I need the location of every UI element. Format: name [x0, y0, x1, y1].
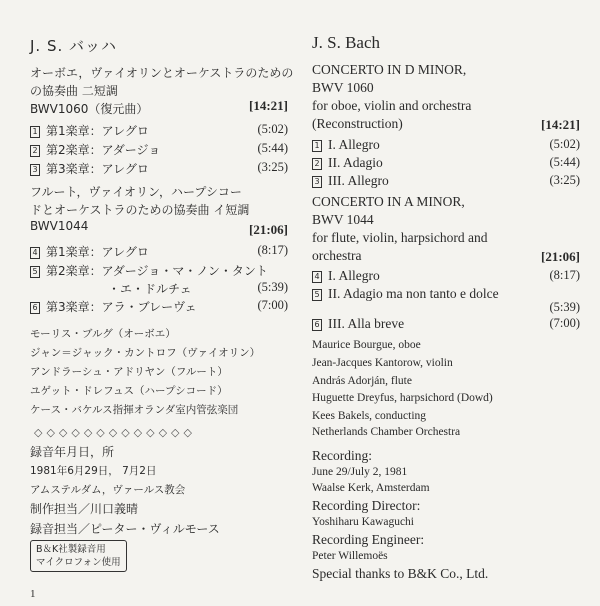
performer-jp: ユゲット・ドレフュス（ハープシコード）	[30, 385, 228, 397]
microphone-note-line1: B＆K社製録音用	[36, 544, 106, 555]
performer-en: Maurice Bourgue, oboe	[312, 339, 421, 351]
track-row-6-en	[312, 316, 580, 332]
performer-en: Jean-Jacques Kantorow, violin	[312, 357, 453, 369]
track-row-5-cont-jp	[30, 280, 288, 297]
track-time: (8:17)	[257, 243, 288, 257]
track-number-box: 6	[30, 302, 40, 314]
track-row-4-en	[312, 268, 580, 284]
performer-en: Kees Bakels, conducting	[312, 410, 427, 422]
track-row-2-jp	[30, 141, 288, 158]
track-row-1-en	[312, 137, 580, 153]
performer-jp: ジャン＝ジャック・カントロフ（ヴァイオリン）	[30, 347, 261, 359]
track-time: (3:25)	[257, 160, 288, 174]
track-label: III. Alla breve	[328, 316, 405, 331]
track-label: 第1楽章：アレグロ	[46, 245, 149, 259]
track-number-box: 3	[30, 164, 40, 176]
track-label: 第2楽章：アダージョ	[46, 143, 161, 157]
track-label: II. Adagio	[328, 155, 383, 170]
track-number-box: 2	[312, 158, 322, 170]
bwv1060-label-jp: BWV1060（復元曲）	[30, 102, 149, 116]
concerto2-title-jp-line1: フルート，ヴァイオリン，ハープシコー	[30, 185, 242, 199]
concerto1-title-jp-line1: オーボエ，ヴァイオリンとオーケストラのための	[30, 66, 294, 80]
concerto2-desc-row-en	[312, 248, 580, 264]
track-time: (5:02)	[549, 137, 580, 151]
concerto1-catalog-jp	[30, 100, 288, 117]
composer-title-en: J. S. Bach	[312, 33, 380, 52]
composer-title-jp: J. S. バッハ	[30, 37, 118, 55]
track-row-6-jp	[30, 298, 288, 315]
track-row-5-en	[312, 286, 580, 302]
recording-director-header-en: Recording Director:	[312, 498, 421, 513]
track-row-4-jp	[30, 243, 288, 260]
concerto2-catalog-jp: BWV1044	[30, 219, 89, 233]
track-label: 第1楽章：アレグロ	[46, 124, 149, 138]
recording-header-jp: 録音年月日，所	[30, 445, 115, 459]
performer-en: Huguette Dreyfus, harpsichord (Dowd)	[312, 392, 493, 404]
concerto2-title-en: CONCERTO IN A MINOR,	[312, 194, 465, 209]
track-label: I. Allegro	[328, 137, 380, 152]
recording-place-jp: アムステルダム，ヴァールス教会	[30, 484, 186, 496]
track-number-box: 1	[312, 140, 322, 152]
diamond-divider: ◇◇◇◇◇◇◇◇◇◇◇◇◇	[34, 426, 196, 439]
recording-header-en: Recording:	[312, 448, 372, 463]
track-number-box: 5	[312, 289, 322, 301]
track-label: III. Allegro	[328, 173, 389, 188]
track-number-box: 2	[30, 145, 40, 157]
recording-date-en: June 29/July 2, 1981	[312, 466, 408, 478]
track-time: (5:39)	[549, 300, 580, 314]
engineer-jp: 録音担当／ピーター・ヴィルモース	[30, 522, 220, 536]
track-label: I. Allegro	[328, 268, 380, 283]
track-number-box: 5	[30, 266, 40, 278]
track-time: (8:17)	[549, 268, 580, 282]
track-row-2-en	[312, 155, 580, 171]
track-number-box: 1	[30, 126, 40, 138]
track-time: (7:00)	[549, 316, 580, 330]
recording-director-name-en: Yoshiharu Kawaguchi	[312, 516, 415, 528]
track-time: (7:00)	[257, 298, 288, 312]
performer-en: Netherlands Chamber Orchestra	[312, 426, 461, 438]
concerto1-catalog-en: BWV 1060	[312, 80, 374, 95]
track-label: 第3楽章：アラ・ブレーヴェ	[46, 300, 197, 314]
track-row-3-en	[312, 173, 580, 189]
track-time: (5:44)	[257, 141, 288, 155]
concerto2-title-jp-line2: ドとオーケストラのための協奏曲 イ短調	[30, 203, 250, 217]
track-time: (5:44)	[549, 155, 580, 169]
track-time: (5:39)	[257, 280, 288, 294]
track-label: 第3楽章：アレグロ	[46, 162, 149, 176]
recording-engineer-name-en: Peter Willemoës	[312, 550, 388, 562]
special-thanks-en: Special thanks to B&K Co., Ltd.	[312, 566, 489, 581]
concerto1-total-jp: [14:21]	[249, 98, 288, 113]
recording-date-jp: 1981年6月29日， 7月2日	[30, 465, 157, 477]
concerto2-catalog-en: BWV 1044	[312, 212, 374, 227]
microphone-note-line2: マイクロフォン使用	[36, 557, 121, 568]
microphone-note-box	[30, 540, 127, 572]
track-label-continued: ・エ・ドルチェ	[108, 282, 192, 296]
concerto1-recon-row-en	[312, 116, 580, 132]
concerto2-total-en: [21:06]	[541, 249, 580, 264]
producer-jp: 制作担当／川口義晴	[30, 502, 139, 516]
recording-place-en: Waalse Kerk, Amsterdam	[312, 482, 430, 494]
concerto2-total-jp: [21:06]	[249, 222, 288, 237]
concerto1-desc-en: for oboe, violin and orchestra	[312, 98, 472, 113]
track-number-box: 4	[30, 247, 40, 259]
concerto1-total-en: [14:21]	[541, 117, 580, 132]
track-label: II. Adagio ma non tanto e dolce	[328, 286, 499, 301]
track-time: (3:25)	[549, 173, 580, 187]
performer-jp: アンドラーシュ・アドリヤン（フルート）	[30, 366, 228, 378]
reconstruction-label: (Reconstruction)	[312, 116, 403, 131]
page-number: 1	[30, 588, 36, 600]
track-row-1-jp	[30, 122, 288, 139]
performer-en: András Adorján, flute	[312, 375, 412, 387]
concerto2-desc-en-line1: for flute, violin, harpsichord and	[312, 230, 488, 245]
performer-jp: ケース・バケルス指揮オランダ室内管弦楽団	[30, 404, 239, 416]
concerto1-title-en: CONCERTO IN D MINOR,	[312, 62, 467, 77]
track-row-5-jp	[30, 262, 288, 279]
performer-jp: モーリス・ブルグ（オーボエ）	[30, 328, 176, 340]
track-time: (5:02)	[257, 122, 288, 136]
track-row-3-jp	[30, 160, 288, 177]
track-number-box: 3	[312, 176, 322, 188]
recording-engineer-header-en: Recording Engineer:	[312, 532, 425, 547]
track-number-box: 6	[312, 319, 322, 331]
track-number-box: 4	[312, 271, 322, 283]
concerto1-title-jp-line2: の協奏曲 二短調	[30, 84, 118, 98]
concerto2-desc-en-line2: orchestra	[312, 248, 362, 263]
track-label: 第2楽章：アダージョ・マ・ノン・タント	[46, 264, 268, 278]
